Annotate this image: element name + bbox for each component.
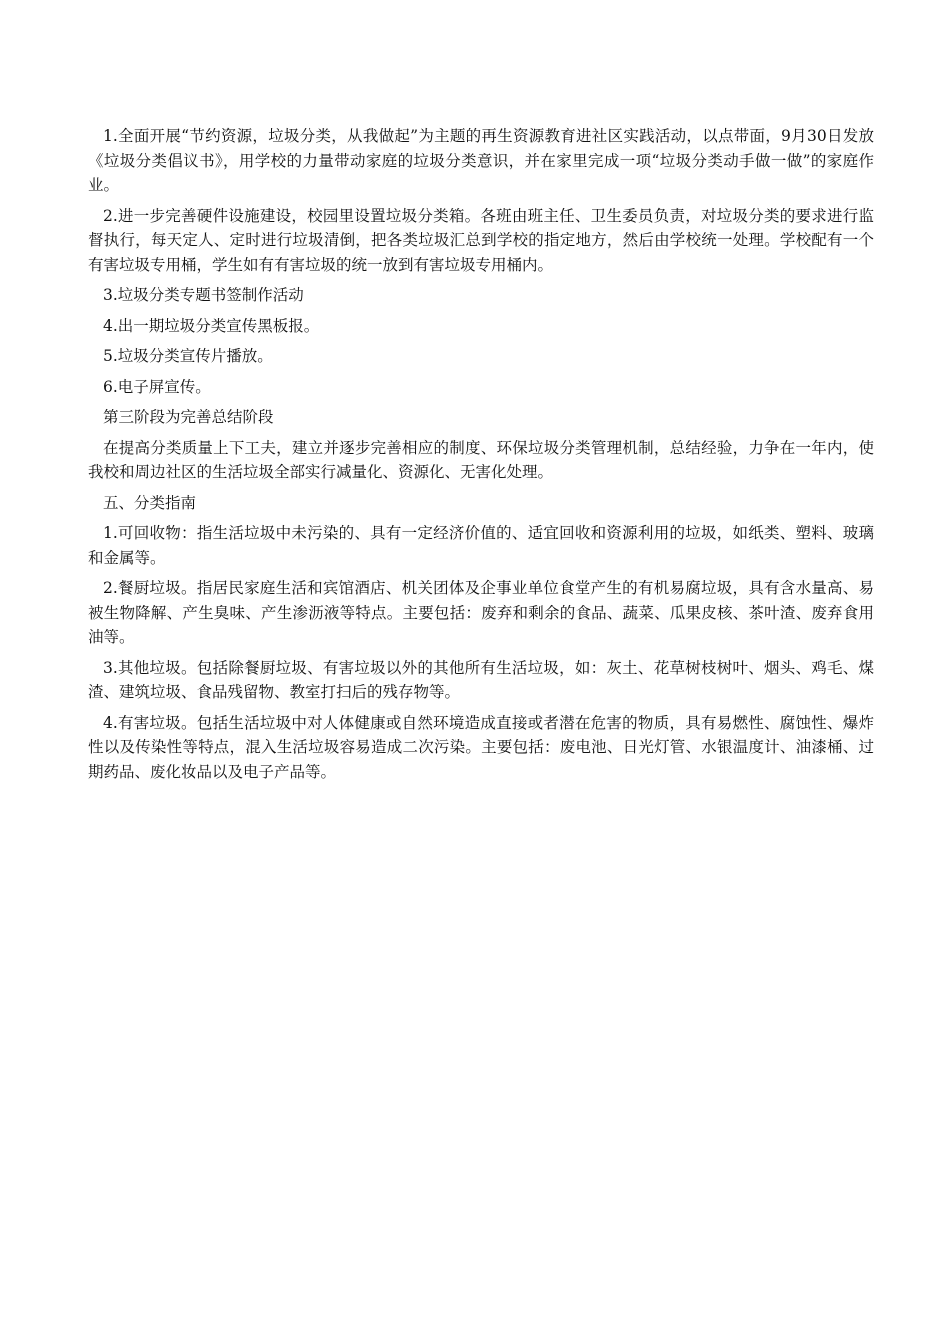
- paragraph-activity-6: 6.电子屏宣传。: [103, 377, 211, 396]
- section-heading-stage-3: 第三阶段为完善总结阶段: [103, 408, 274, 426]
- document-body: [88, 124, 874, 790]
- paragraph-stage-3-summary: 在提高分类质量上下工夫，建立并逐步完善相应的制度、环保垃圾分类管理机制，总结经验，力争在一年内，使我校和周边社区的生活垃圾全部实行减量化、资源化、无害化处理。: [88, 438, 874, 481]
- paragraph-activity-4: 4.出一期垃圾分类宣传黑板报。: [103, 316, 320, 335]
- paragraph-other-waste: 3.其他垃圾。包括除餐厨垃圾、有害垃圾以外的其他所有生活垃圾，如：灰土、花草树枝树叶、烟头、鸡毛、煤渣、建筑垃圾、食品残留物、教室打扫后的残存物等。: [88, 658, 874, 701]
- paragraph-activity-1: 1.全面开展“节约资源，垃圾分类，从我做起”为主题的再生资源教育进社区实践活动，以点带面，9月30日发放《垃圾分类倡议书》，用学校的力量带动家庭的垃圾分类意识，并在家里完成一项“垃圾分类动手做一做”的家庭作业。: [88, 127, 874, 194]
- paragraph-recyclables: 1.可回收物：指生活垃圾中未污染的、具有一定经济价值的、适宜回收和资源利用的垃圾，如纸类、塑料、玻璃和金属等。: [88, 524, 874, 567]
- paragraph-hazardous-waste: 4.有害垃圾。包括生活垃圾中对人体健康或自然环境造成直接或者潜在危害的物质，具有易燃性、腐蚀性、爆炸性以及传染性等特点，混入生活垃圾容易造成二次污染。主要包括：废电池、日光灯管、水银温度计、油漆桶、过期药品、废化妆品以及电子产品等。: [88, 713, 874, 781]
- paragraph-activity-2: 2.进一步完善硬件设施建设，校园里设置垃圾分类箱。各班由班主任、卫生委员负责，对垃圾分类的要求进行监督执行，每天定人、定时进行垃圾清倒，把各类垃圾汇总到学校的指定地方，然后由学校统一处理。学校配有一个有害垃圾专用桶，学生如有有害垃圾的统一放到有害垃圾专用桶内。: [88, 206, 874, 274]
- paragraph-activity-3: 3.垃圾分类专题书签制作活动: [103, 286, 304, 304]
- section-heading-classification-guide: 五、分类指南: [103, 493, 197, 512]
- paragraph-kitchen-waste: 2.餐厨垃圾。指居民家庭生活和宾馆酒店、机关团体及企事业单位食堂产生的有机易腐垃圾，具有含水量高、易被生物降解、产生臭味、产生渗沥液等特点。主要包括：废弃和剩余的食品、蔬菜、瓜果皮核、茶叶渣、废弃食用油等。: [88, 579, 874, 646]
- paragraph-activity-5: 5.垃圾分类宣传片播放。: [103, 347, 273, 365]
